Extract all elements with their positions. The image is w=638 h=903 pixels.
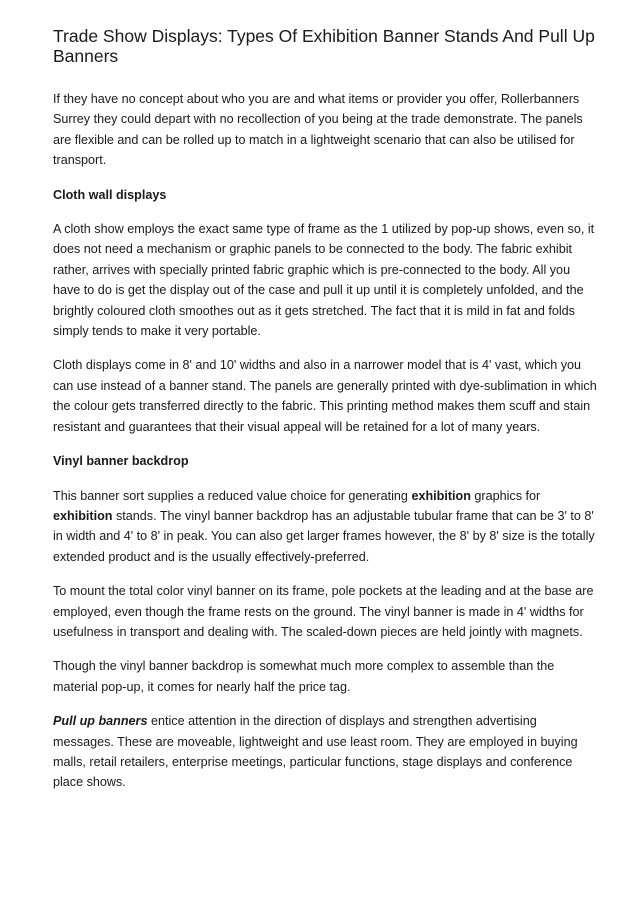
cloth-heading: Cloth wall displays — [53, 187, 167, 202]
vinyl-paragraph-1 — [53, 486, 598, 568]
cloth-paragraph-1: A cloth show employs the exact same type of frame as the 1 utilized by pop-up shows, even so, it does not need a mechanism or graphic panels to be connected to the body. The fabric exhibit rather, arrives with specially printed fabric graphic which is pre-connected to the body. All you have to do is get the display out of the case and pull it up until it is completely unfolded, and the brightly coloured cloth smoothes out as it gets stretched. The fact that it is mild in fat and folds simply tends to make it very portable. — [53, 222, 595, 339]
document-page — [53, 26, 598, 807]
keyword-exhibition-1: exhibition — [411, 488, 471, 503]
pullup-lead: Pull up banners — [53, 714, 148, 729]
vinyl-p1-text-a: This banner sort supplies a reduced value choice for generating — [53, 488, 412, 503]
vinyl-paragraph-3: Though the vinyl banner backdrop is somewhat much more complex to assemble than the material pop-up, it comes for nearly half the price tag. — [53, 659, 555, 694]
pullup-rest: entice attention in the direction of displays and strengthen advertising messages. These are moveable, lightweight and use least room. They are employed in buying malls, retail retailers, enterprise meetings, particular functions, stage displays and conference place shows. — [53, 714, 578, 790]
vinyl-heading: Vinyl banner backdrop — [53, 454, 189, 469]
vinyl-p1-text-c: graphics for — [470, 488, 541, 503]
pullup-paragraph — [53, 711, 598, 793]
keyword-exhibition-2: exhibition — [53, 508, 113, 523]
vinyl-p1-text-e: stands. The vinyl banner backdrop has an adjustable tubular frame that can be 3' to 8' in width and 4' to 8' in peak. You can also get larger frames however, the 8' by 8' size is the totally extended product and is the usually effectively-preferred. — [53, 508, 595, 564]
cloth-paragraph-2: Cloth displays come in 8' and 10' widths and also in a narrower model that is 4' vast, which you can use instead of a banner stand. The panels are generally printed with dye-sublimation in which the colour gets transferred directly to the fabric. This printing method makes them scuff and stain resistant and guarantees that their visual appeal will be retained for a lot of many years. — [53, 358, 597, 434]
vinyl-paragraph-2: To mount the total color vinyl banner on its frame, pole pockets at the leading and at the base are employed, even though the frame rests on the ground. The vinyl banner is made in 4' widths for usefulness in transport and dealing with. The scaled-down pieces are held jointly with magnets. — [53, 584, 594, 639]
document-title: Trade Show Displays: Types Of Exhibition Banner Stands And Pull Up Banners — [53, 26, 595, 66]
intro-paragraph: If they have no concept about who you are and what items or provider you offer, Rollerbanners Surrey they could depart with no recollection of you being at the trade demonstrate. The panels are flexible and can be rolled up to match in a lightweight scenario that can also be utilised for transport. — [53, 92, 583, 168]
